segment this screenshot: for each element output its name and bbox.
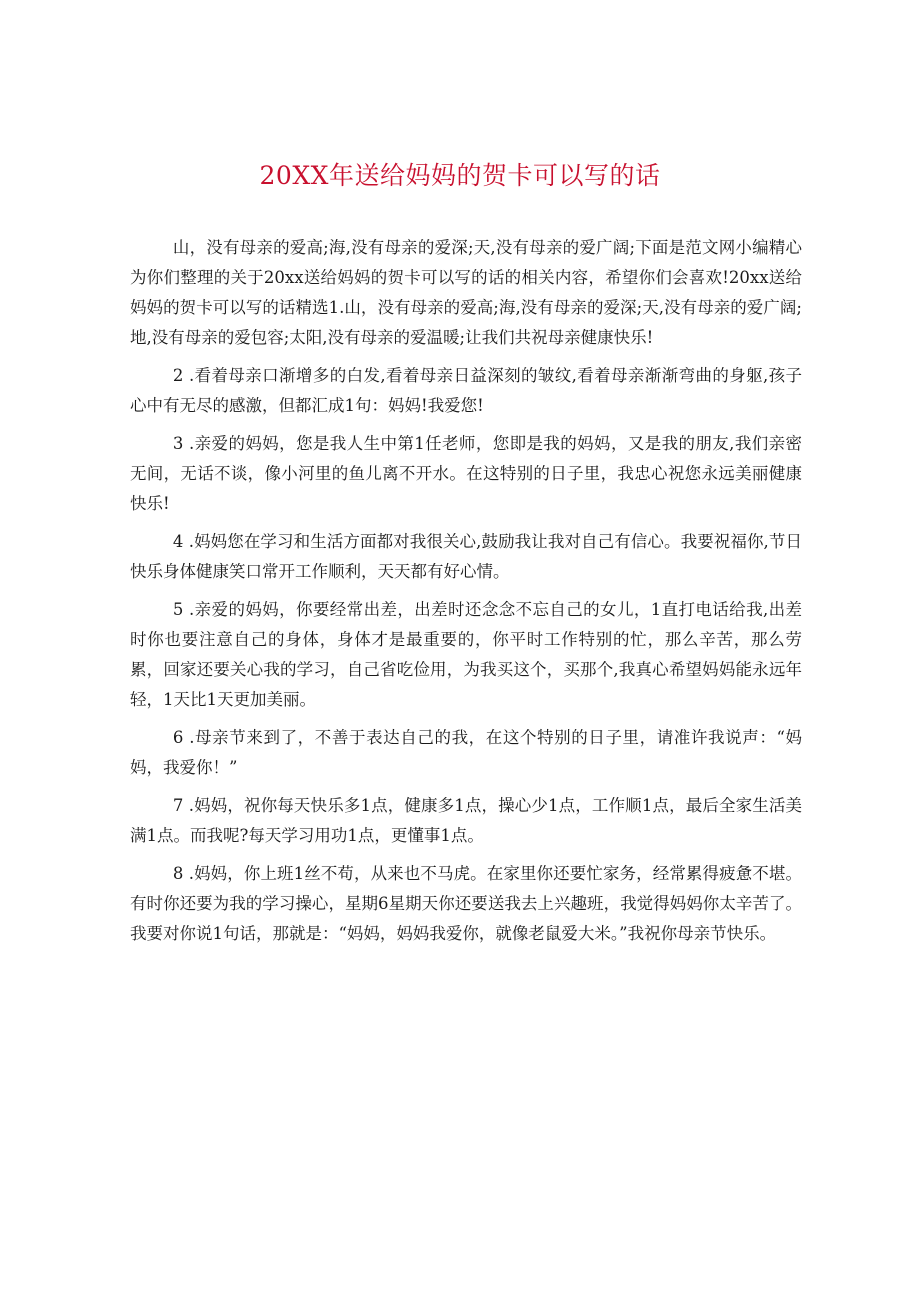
paragraph-5: 5 .亲爱的妈妈，你要经常出差，出差时还念念不忘自己的女儿，1直打电话给我,出差时你也要注意自己的身体，身体才是最重要的，你平时工作特别的忙，那么辛苦，那么劳累，回家还要关心我的学习，自己省吃俭用，为我买这个，买那个,我真心希望妈妈能永远年轻，1天比1天更加美丽。	[130, 600, 802, 709]
paragraph-7: 7 .妈妈，祝你每天快乐多1点，健康多1点，操心少1点，工作顺1点，最后全家生活美满1点。而我呢?每天学习用功1点，更懂事1点。	[130, 796, 802, 845]
paragraph-3: 3 .亲爱的妈妈，您是我人生中第1任老师，您即是我的妈妈，又是我的朋友,我们亲密无间，无话不谈，像小河里的鱼儿离不开水。在这特别的日子里，我忠心祝您永远美丽健康快乐!	[130, 434, 802, 513]
document-body	[130, 233, 802, 957]
document-title: 20XX年送给妈妈的贺卡可以写的话	[259, 161, 661, 190]
paragraph-8: 8 .妈妈，你上班1丝不苟，从来也不马虎。在家里你还要忙家务，经常累得疲惫不堪。有时你还要为我的学习操心，星期6星期天你还要送我去上兴趣班，我觉得妈妈你太辛苦了。我要对你说1句话，那就是：“妈妈，妈妈我爱你，就像老鼠爱大米。”我祝你母亲节快乐。	[130, 864, 802, 943]
paragraph-4: 4 .妈妈您在学习和生活方面都对我很关心,鼓励我让我对自己有信心。我要祝福你,节日快乐身体健康笑口常开工作顺利，天天都有好心情。	[130, 532, 802, 581]
paragraph-6: 6 .母亲节来到了，不善于表达自己的我，在这个特别的日子里，请准许我说声：“妈妈，我爱你！”	[130, 728, 802, 777]
paragraph-2: 2 .看着母亲口渐增多的白发,看着母亲日益深刻的皱纹,看着母亲渐渐弯曲的身躯,孩子心中有无尽的感激，但都汇成1句：妈妈!我爱您!	[130, 366, 802, 415]
paragraph-intro: 山，没有母亲的爱高;海,没有母亲的爱深;天,没有母亲的爱广阔;下面是范文网小编精心为你们整理的关于20xx送给妈妈的贺卡可以写的话的相关内容，希望你们会喜欢!20xx送给妈妈的贺卡可以写的话精选1.山，没有母亲的爱高;海,没有母亲的爱深;天,没有母亲的爱广阔;地,没有母亲的爱包容;太阳,没有母亲的爱温暖;让我们共祝母亲健康快乐!	[130, 238, 802, 347]
